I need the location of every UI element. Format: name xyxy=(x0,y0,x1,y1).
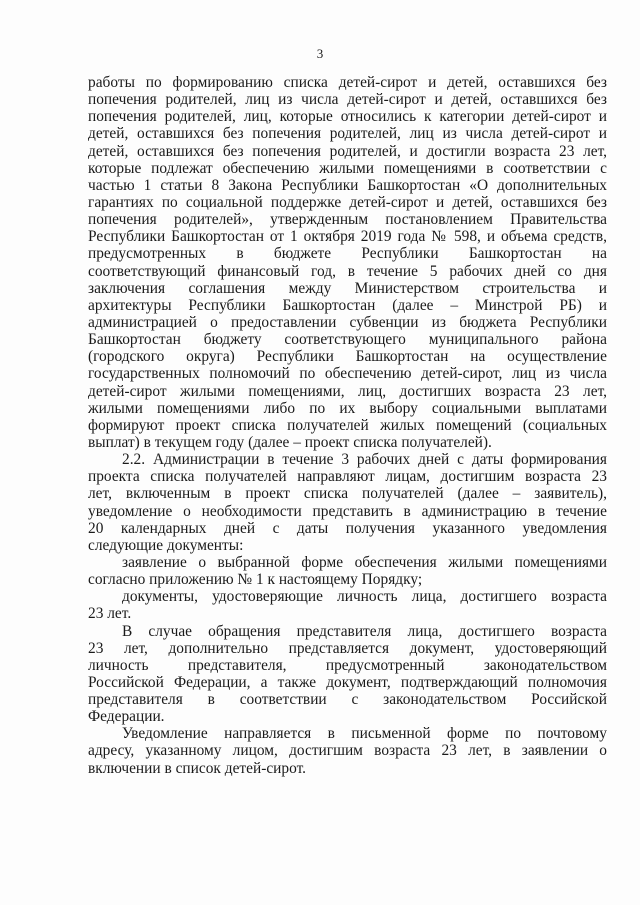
text-line: 23 лет. xyxy=(88,605,132,623)
text-line: формируют проект списка получателей жилых помещений (социальных xyxy=(88,416,607,434)
text-line: документы, удостоверяющие личность лица, достигшего возраста xyxy=(122,588,607,606)
text-line: государственных полномочий по обеспечению детей-сирот, лиц из числа xyxy=(88,365,607,383)
text-line: выплат) в текущем году (далее – проект списка получателей). xyxy=(88,433,492,451)
text-line: представителя в соответствии с законодательством Российской xyxy=(88,691,607,709)
text-line: лет, включенным в проект списка получателей (далее – заявитель), xyxy=(88,485,607,503)
paragraph-p5 xyxy=(88,623,607,726)
text-line: 23 лет, дополнительно представляется документ, удостоверяющий xyxy=(88,639,607,657)
text-line: 20 календарных дней с даты получения указанного уведомления xyxy=(88,519,607,537)
text-line: которые подлежат обеспечению жилыми помещениями в соответствии с xyxy=(88,159,607,177)
text-line: соответствующий финансовый год, в течение 5 рабочих дней со дня xyxy=(88,262,607,280)
text-line: следующие документы: xyxy=(88,536,244,554)
text-line: администрацией о предоставлении субвенции из бюджета Республики xyxy=(88,313,607,331)
paragraph-p3 xyxy=(88,554,607,588)
paragraph-p6 xyxy=(88,725,607,776)
text-line: попечения родителей, лиц из числа детей-сирот и детей, оставшихся без xyxy=(88,91,607,109)
document-body xyxy=(88,74,607,777)
text-line: гарантиях по социальной поддержке детей-сирот и детей, оставшихся без xyxy=(88,193,607,211)
text-line: попечения родителей», утвержденным постановлением Правительства xyxy=(88,211,607,229)
text-line: (городского округа) Республики Башкортостан на осуществление xyxy=(88,348,607,366)
text-line: Башкортостан бюджету соответствующего муниципального района xyxy=(88,331,607,349)
text-line: уведомление о необходимости представить в администрацию в течение xyxy=(88,502,607,520)
text-line: предусмотренных в бюджете Республики Башкортостан на xyxy=(88,245,607,263)
text-line: заявление о выбранной форме обеспечения жилыми помещениями xyxy=(122,553,607,571)
text-line: 2.2. Администрации в течение 3 рабочих дней с даты формирования xyxy=(122,451,607,469)
text-line: личность представителя, предусмотренный законодательством xyxy=(88,656,607,674)
text-line: детей-сирот жилыми помещениями, лиц, достигших возраста 23 лет, xyxy=(88,382,607,400)
text-line: частью 1 статьи 8 Закона Республики Башкортостан «О дополнительных xyxy=(88,176,607,194)
paragraph-p1 xyxy=(88,74,607,451)
text-line: Уведомление направляется в письменной форме по почтовому xyxy=(122,725,607,743)
text-line: включении в список детей-сирот. xyxy=(88,759,306,777)
text-line: жилыми помещениями либо по их выбору социальными выплатами xyxy=(88,399,607,417)
text-line: Российской Федерации, а также документ, подтверждающий полномочия xyxy=(88,673,607,691)
text-line: детей, оставшихся без попечения родителей, и достигли возраста 23 лет, xyxy=(88,142,607,160)
text-line: Федерации. xyxy=(88,708,165,726)
text-line: адресу, указанному лицом, достигшим возраста 23 лет, в заявлении о xyxy=(88,742,607,760)
paragraph-p2 xyxy=(88,451,607,554)
text-line: заключения соглашения между Министерством строительства и xyxy=(88,279,607,297)
text-line: В случае обращения представителя лица, достигшего возраста xyxy=(122,622,607,640)
text-line: работы по формированию списка детей-сирот и детей, оставшихся без xyxy=(88,74,607,91)
page-number: 3 xyxy=(316,46,324,61)
text-line: Республики Башкортостан от 1 октября 2019 года № 598, и объема средств, xyxy=(88,228,607,246)
text-line: проекта списка получателей направляют лицам, достигшим возраста 23 xyxy=(88,468,607,486)
text-line: детей, оставшихся без попечения родителей, лиц из числа детей-сирот и xyxy=(88,125,607,143)
text-line: согласно приложению № 1 к настоящему Порядку; xyxy=(88,571,423,589)
text-line: попечения родителей, лиц, которые относились к категории детей-сирот и xyxy=(88,108,607,126)
paragraph-p4 xyxy=(88,588,607,622)
text-line: архитектуры Республики Башкортостан (далее – Минстрой РБ) и xyxy=(88,296,607,314)
